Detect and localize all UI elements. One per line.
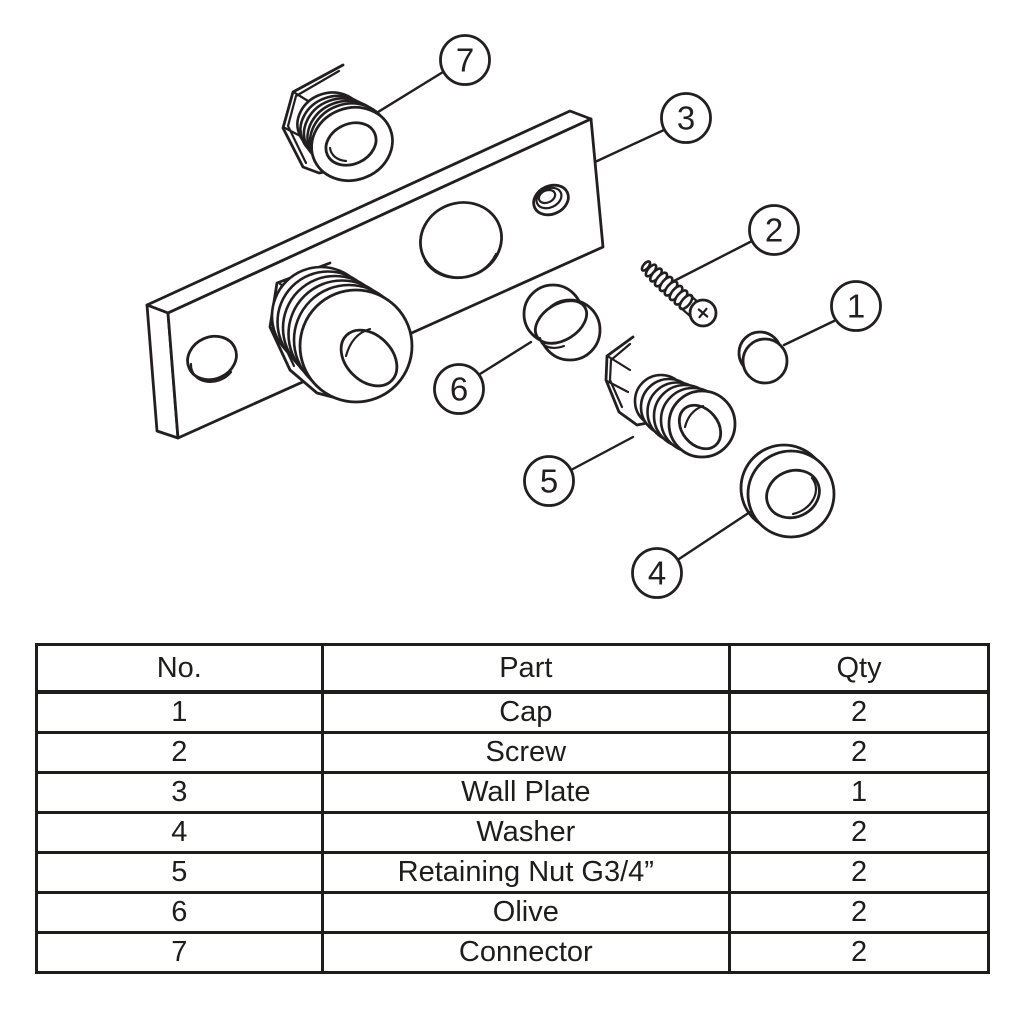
callout-2 — [672, 206, 799, 283]
cell-qty: 1 — [730, 773, 989, 813]
cell-no: 3 — [37, 773, 323, 813]
header-qty: Qty — [730, 645, 989, 693]
callout-number: 5 — [539, 462, 559, 500]
callout-number: 3 — [676, 99, 696, 137]
connector — [283, 65, 403, 192]
cell-no: 6 — [37, 893, 323, 933]
callout-5 — [525, 437, 634, 506]
screw-threads — [640, 260, 694, 311]
olive — [524, 285, 600, 360]
callout-6 — [435, 342, 532, 414]
leader-line — [672, 241, 752, 282]
cap-front — [743, 339, 787, 383]
leader-line — [784, 321, 834, 345]
cell-qty: 2 — [730, 933, 989, 973]
cell-no: 2 — [37, 733, 323, 773]
cell-qty: 2 — [730, 813, 989, 853]
callout-number: 6 — [449, 370, 469, 408]
cell-no: 1 — [37, 692, 323, 733]
table-row — [37, 813, 989, 853]
table-row — [37, 893, 989, 933]
callout-number: 7 — [455, 41, 475, 79]
parts-table — [35, 643, 990, 974]
callout-number: 1 — [846, 287, 866, 325]
cell-no: 4 — [37, 813, 323, 853]
leader-line — [679, 512, 750, 559]
cell-no: 7 — [37, 933, 323, 973]
leader-line — [595, 130, 664, 162]
table-row — [37, 733, 989, 773]
table-row — [37, 933, 989, 973]
leader-line — [571, 437, 633, 470]
table-row — [37, 773, 989, 813]
cell-qty: 2 — [730, 733, 989, 773]
table-header-row — [37, 645, 989, 693]
table-row — [37, 692, 989, 733]
screw — [640, 260, 716, 326]
callout-1 — [784, 282, 881, 346]
callout-number: 2 — [764, 211, 784, 249]
cell-qty: 2 — [730, 853, 989, 893]
cell-part: Screw — [322, 733, 729, 773]
cell-no: 5 — [37, 853, 323, 893]
cell-part: Washer — [322, 813, 729, 853]
cell-part: Wall Plate — [322, 773, 729, 813]
cell-part: Cap — [322, 692, 729, 733]
leader-line — [480, 342, 531, 374]
cap — [739, 332, 787, 383]
cell-part: Connector — [322, 933, 729, 973]
washer — [741, 445, 834, 537]
header-no: No. — [37, 645, 323, 693]
retaining-nut — [606, 337, 735, 457]
callout-3 — [595, 94, 711, 163]
cell-qty: 2 — [730, 893, 989, 933]
callout-number: 4 — [647, 554, 667, 592]
cell-part: Olive — [322, 893, 729, 933]
cell-qty: 2 — [730, 692, 989, 733]
leader-line — [378, 72, 443, 112]
cell-part: Retaining Nut G3/4” — [322, 853, 729, 893]
callout-7 — [378, 36, 490, 113]
table-row — [37, 853, 989, 893]
callout-4 — [633, 512, 751, 598]
header-part: Part — [322, 645, 729, 693]
